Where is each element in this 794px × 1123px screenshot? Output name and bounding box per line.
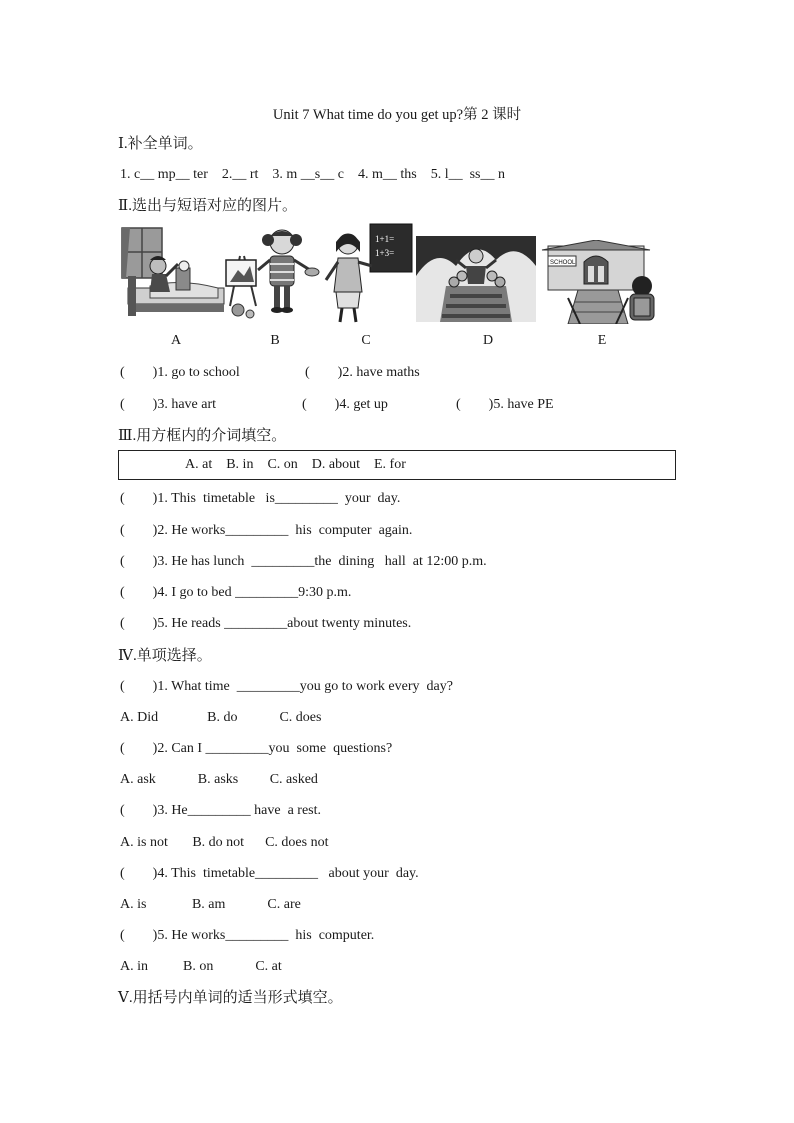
match-item-5: ( )5. have PE xyxy=(456,397,554,412)
match-item-3: ( )3. have art xyxy=(120,397,217,412)
section-2-heading: Ⅱ.选出与短语对应的图片。 xyxy=(118,198,297,214)
blackboard-line-2: 1+3= xyxy=(375,248,395,258)
choice-question-5: ( )5. He works_________ his computer. xyxy=(120,928,375,943)
choice-question-1: ( )1. What time _________you go to work every day? xyxy=(120,679,453,694)
picture-label-b: B xyxy=(270,333,280,348)
section-1-items: 1. c__ mp__ ter 2.__ rt 3. m __s__ c 4. m__ ths 5. l__ ss__ n xyxy=(120,167,505,182)
boy-waking-up-in-bed-icon xyxy=(120,226,226,324)
section-4-heading: Ⅳ.单项选择。 xyxy=(118,648,212,664)
choice-options-5: A. in B. on C. at xyxy=(120,959,282,974)
choice-question-3: ( )3. He_________ have a rest. xyxy=(120,803,322,818)
blackboard-line-1: 1+1= xyxy=(375,234,395,244)
boy-walking-to-school-icon xyxy=(538,240,664,324)
match-item-2: ( )2. have maths xyxy=(305,365,420,380)
choice-options-4: A. is B. am C. are xyxy=(120,897,301,912)
choice-options-3: A. is not B. do not C. does not xyxy=(120,835,329,850)
choice-options-2: A. ask B. asks C. asked xyxy=(120,772,318,787)
fill-item-3: ( )3. He has lunch _________the dining hall at 12:00 p.m. xyxy=(120,554,487,569)
fill-item-4: ( )4. I go to bed _________9:30 p.m. xyxy=(120,585,352,600)
picture-label-e: E xyxy=(597,333,607,348)
match-item-1: ( )1. go to school xyxy=(120,365,240,380)
section-5-heading: Ⅴ.用括号内单词的适当形式填空。 xyxy=(118,990,343,1006)
section-3-heading: Ⅲ.用方框内的介词填空。 xyxy=(118,428,287,444)
school-sign: SCHOOL xyxy=(550,260,576,266)
choice-question-4: ( )4. This timetable_________ about your day. xyxy=(120,866,419,881)
choice-question-2: ( )2. Can I _________you some questions? xyxy=(120,741,393,756)
picture-label-c: C xyxy=(361,333,371,348)
page-title: Unit 7 What time do you get up?第 2 课时 xyxy=(272,107,522,123)
fill-item-1: ( )1. This timetable is_________ your day. xyxy=(120,491,401,506)
girl-painting-at-easel-icon xyxy=(222,226,322,322)
section-1-heading: Ⅰ.补全单词。 xyxy=(118,136,203,152)
fill-item-2: ( )2. He works_________ his computer again. xyxy=(120,523,413,538)
teacher-at-blackboard-math-icon xyxy=(318,222,414,326)
preposition-options: A. at B. in C. on D. about E. for xyxy=(185,457,406,472)
match-item-4: ( )4. get up xyxy=(302,397,388,412)
students-in-pe-class-icon xyxy=(416,236,536,322)
preposition-box xyxy=(118,450,676,480)
fill-item-5: ( )5. He reads _________about twenty minutes. xyxy=(120,616,412,631)
picture-label-a: A xyxy=(170,333,182,348)
choice-options-1: A. Did B. do C. does xyxy=(120,710,322,725)
picture-label-d: D xyxy=(482,333,494,348)
